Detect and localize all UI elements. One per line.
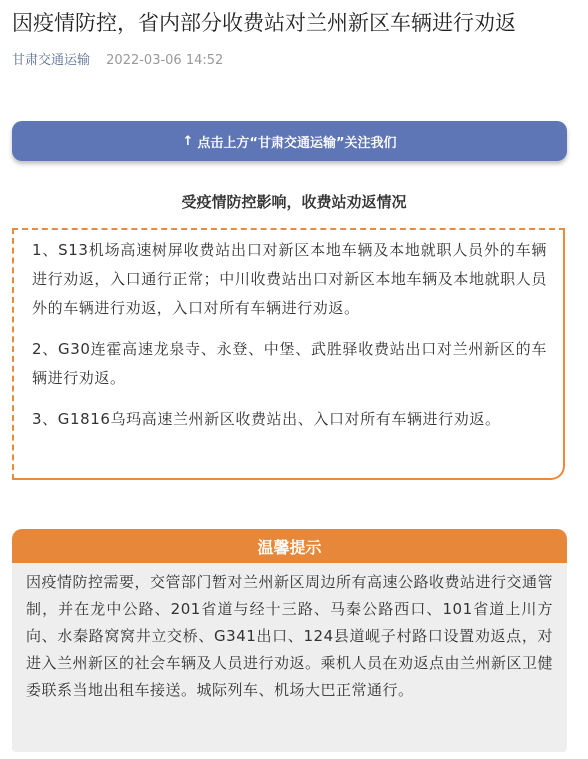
notice-heading: 受疫情防控影响，收费站劝返情况 bbox=[181, 193, 407, 211]
up-arrow-icon: ↑ bbox=[182, 133, 194, 149]
article-title: 因疫情防控，省内部分收费站对兰州新区车辆进行劝返 bbox=[12, 11, 516, 35]
follow-banner-label: 点击上方“甘肃交通运输”关注我们 bbox=[197, 135, 397, 151]
tips-text: 因疫情防控需要，交管部门暂对兰州新区周边所有高速公路收费站进行交通管制，并在龙中公路、201省道与经十三路、马秦公路西口、101省道上川方向、水秦路窝窝井立交桥、G341出口、124县道岘子村路口设置劝返点，对进入兰州新区的社会车辆及人员进行劝返。乘机人员在劝返点由兰州新区卫健委联系当地出租车接送。城际列车、机场大巴正常通行。 bbox=[26, 573, 554, 699]
tips-box bbox=[12, 563, 567, 752]
notice-item: 3、G1816乌玛高速兰州新区收费站出、入口对所有车辆进行劝返。 bbox=[32, 410, 501, 428]
tips-header: 温馨提示 bbox=[12, 529, 567, 563]
notice-item: 2、G30连霍高速龙泉寺、永登、中堡、武胜驿收费站出口对兰州新区的车辆进行劝返。 bbox=[32, 340, 547, 387]
publish-time: 2022-03-06 14:52 bbox=[106, 53, 224, 68]
account-name-link[interactable]: 甘肃交通运输 bbox=[12, 53, 91, 68]
article-meta bbox=[12, 52, 223, 70]
notice-item: 1、S13机场高速树屏收费站出口对新区本地车辆及本地就职人员外的车辆进行劝返，入口通行正常；中川收费站出口对新区本地车辆及本地就职人员外的车辆进行劝返，入口对所有车辆进行劝返。 bbox=[32, 241, 547, 317]
notice-box bbox=[12, 228, 565, 480]
follow-account-banner[interactable] bbox=[12, 121, 567, 161]
